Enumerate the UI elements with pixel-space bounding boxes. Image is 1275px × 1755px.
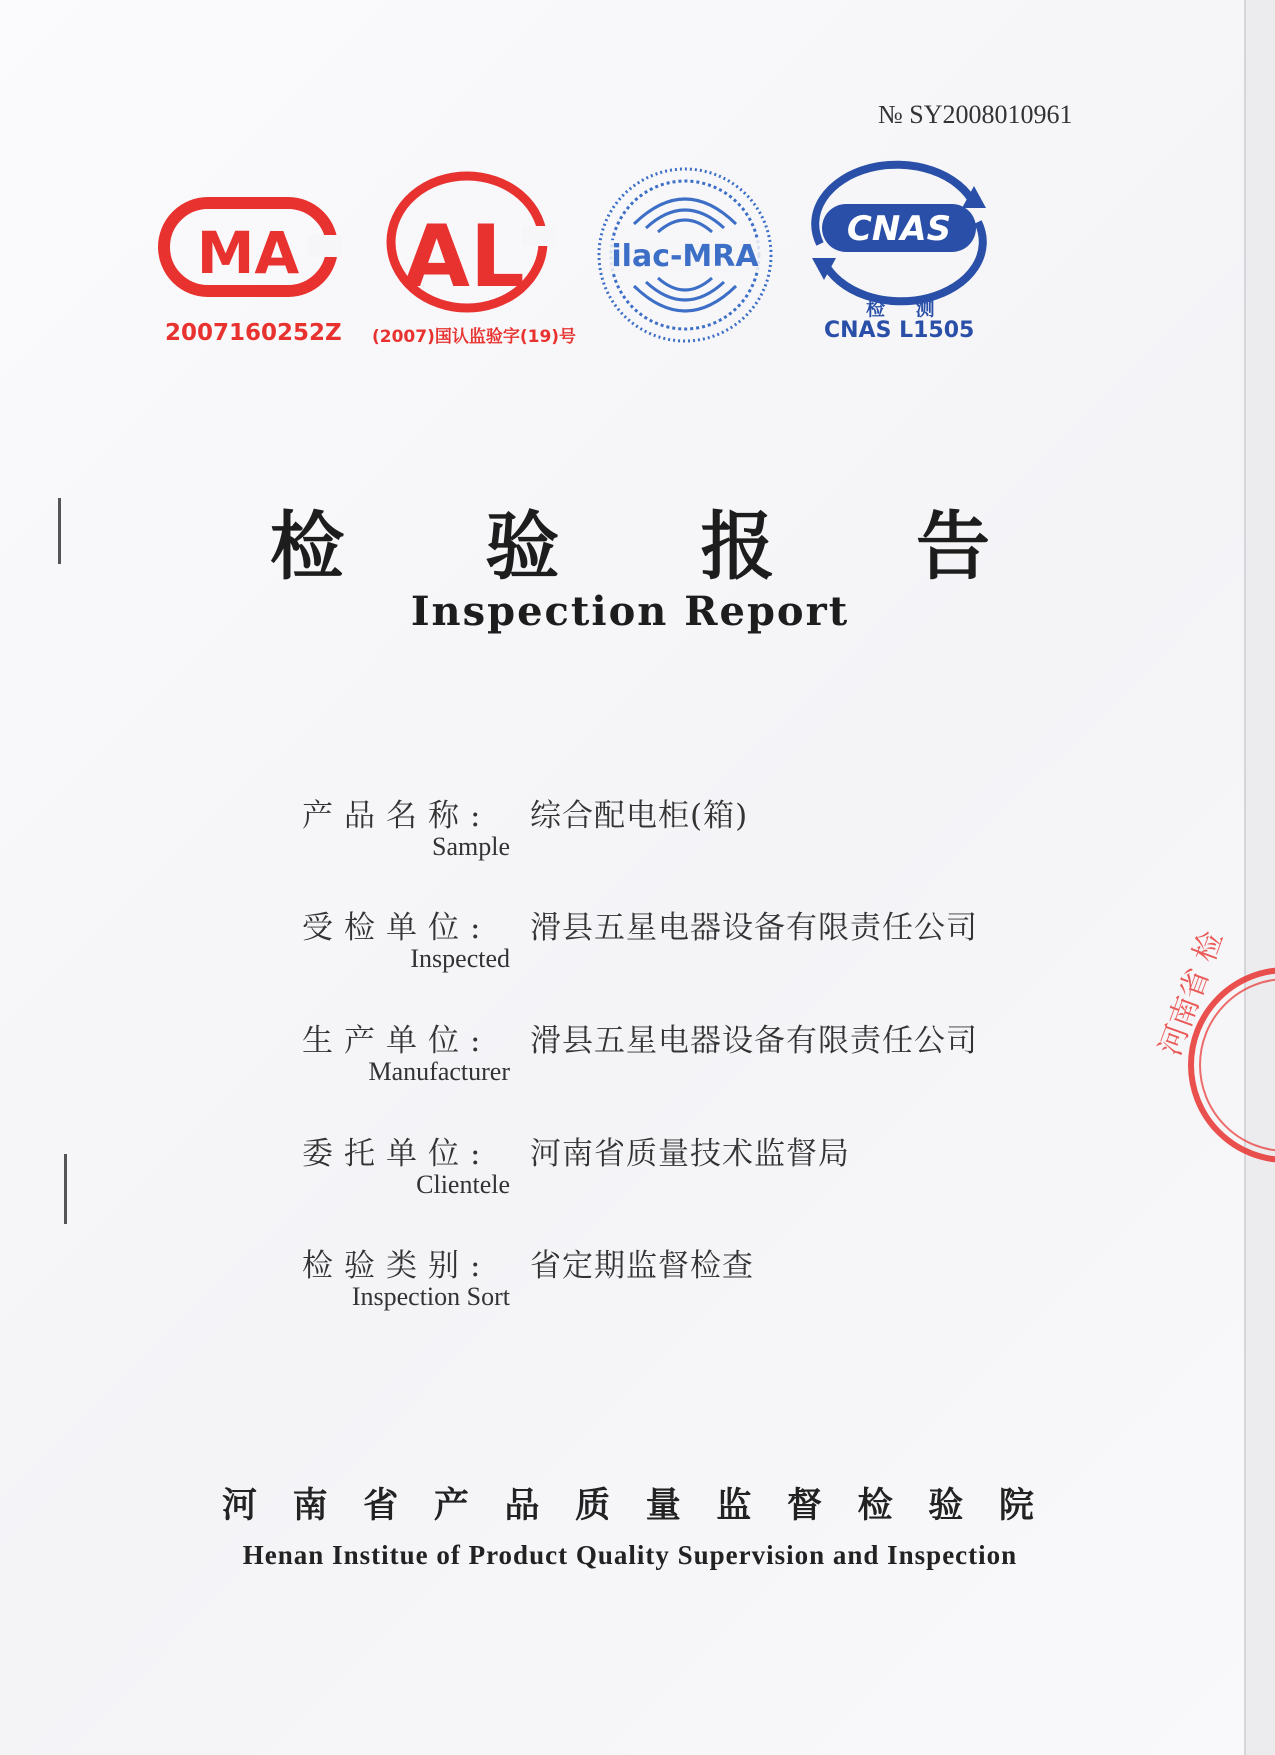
cnas-code: CNAS L1505 [824, 318, 975, 343]
field-label-en: Sample [432, 832, 510, 861]
binding-mark-top [58, 498, 61, 564]
cnas-check-text: 检 测 [866, 298, 947, 320]
accreditation-logos [0, 0, 1244, 360]
cal-logo [382, 168, 552, 316]
cma-logo-text: MA [196, 219, 300, 287]
issuer-name-chinese [222, 1478, 1034, 1528]
field-label-cn: 受检单位: [302, 910, 492, 946]
field-value: 河南省质量技术监督局 [530, 1136, 850, 1172]
binding-mark-bottom [64, 1154, 67, 1224]
cal-logo-text: AL [403, 207, 525, 307]
issuer-char: 省 [363, 1486, 399, 1526]
field-label-en: Inspection Sort [351, 1282, 510, 1311]
issuer-char: 质 [575, 1486, 611, 1526]
field-label-en: Clientele [416, 1170, 510, 1199]
report-number: № SY2008010961 [878, 100, 1073, 129]
field-sample [290, 790, 1110, 890]
report-title-english: Inspection Report [410, 588, 850, 635]
issuer-char: 品 [504, 1486, 540, 1526]
field-label-cn: 委托单位: [302, 1136, 492, 1172]
title-char: 检 [270, 504, 344, 590]
cma-code: 2007160252Z [165, 320, 342, 346]
report-title-chinese [270, 488, 990, 594]
field-value: 滑县五星电器设备有限责任公司 [530, 1023, 978, 1059]
field-value: 滑县五星电器设备有限责任公司 [530, 910, 978, 946]
cnas-logo-text: CNAS [846, 209, 952, 249]
cma-logo [158, 195, 338, 305]
issuer-char: 量 [645, 1486, 681, 1526]
issuer-name-english: Henan Institue of Product Quality Supervision and Inspection [242, 1540, 1018, 1570]
page-edge [1246, 0, 1275, 1755]
field-label-cn: 检验类别: [302, 1248, 492, 1284]
field-manufacturer [290, 1015, 1110, 1115]
cnas-logo [806, 164, 992, 294]
title-char: 报 [700, 504, 775, 590]
issuer-char: 院 [998, 1486, 1034, 1526]
field-label-en: Inspected [410, 944, 510, 973]
title-char: 告 [915, 504, 990, 590]
field-value: 综合配电柜(箱) [530, 798, 749, 834]
cal-code: (2007)国认监验字(19)号 [372, 327, 577, 347]
ilac-mra-logo [594, 164, 776, 346]
issuer-char: 监 [716, 1486, 752, 1526]
official-seal-stamp [1152, 926, 1246, 1170]
field-label-en: Manufacturer [368, 1057, 510, 1086]
issuer-char: 南 [292, 1486, 328, 1526]
field-value: 省定期监督检查 [530, 1248, 754, 1284]
issuer-char: 督 [787, 1486, 823, 1526]
field-inspected [290, 902, 1110, 1002]
field-label-cn: 生产单位: [302, 1023, 492, 1059]
issuer-char: 河 [222, 1486, 258, 1526]
title-char: 验 [485, 504, 560, 590]
field-clientele [290, 1128, 1110, 1228]
issuer-char: 检 [857, 1486, 893, 1526]
issuer-char: 产 [433, 1486, 469, 1526]
field-label-cn: 产品名称: [302, 798, 492, 834]
ilac-logo-text: ilac-MRA [611, 239, 759, 274]
issuer-char: 验 [928, 1486, 964, 1526]
stamp-text: 河南省 检 [1152, 926, 1231, 1061]
field-inspection-sort [290, 1240, 1110, 1340]
